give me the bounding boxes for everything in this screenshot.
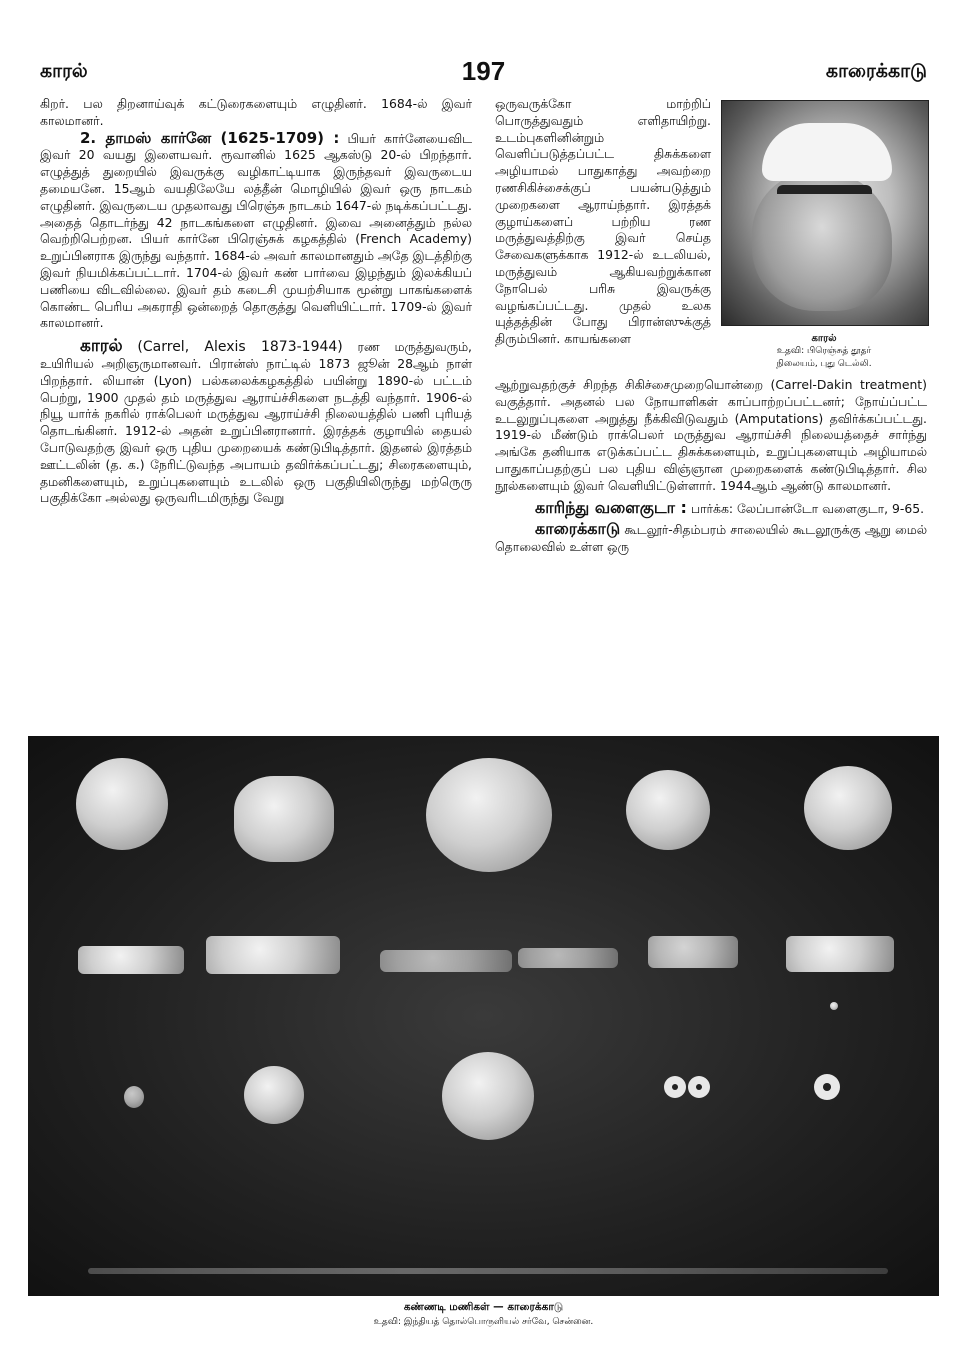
bead bbox=[830, 1002, 838, 1010]
bead bbox=[442, 1052, 534, 1140]
portrait-figure bbox=[721, 100, 927, 371]
bead bbox=[78, 946, 184, 974]
header-left-keyword: காரல் bbox=[40, 60, 88, 82]
bead bbox=[76, 758, 168, 850]
entry-title: 2. தாமஸ் கார்னே (1625-1709) : bbox=[80, 128, 340, 147]
bead bbox=[688, 1076, 710, 1098]
bead-strand bbox=[88, 1268, 888, 1274]
plate-caption bbox=[0, 1300, 967, 1330]
portrait-caption bbox=[721, 332, 927, 371]
portrait-glasses bbox=[777, 185, 872, 218]
entry-body: பியர் கார்னேயைவிட இவர் 20 வயது இளையவர். ரூவானில் 1625 ஆகஸ்டு 20-ல் பிறந்தார். எழுத்துத் துறையில் இவருக்கு வழிகாட்டியாக இருந்தவர் இவருடைய தமையனே. 15ஆம் வயதிலேயே லத்தீன் மொழியில் இவர் ஒரு நாடகம் எழுதினர். இவருடைய முதலாவது பிரெஞ்சு நாடகம் 1647-ல் நடிக்கப்பட்டது. அதைத் தொடர்ந்து 42 நாடகங்களை எழுதினர். இவை அனைத்தும் நல்ல வெற்றிபெற்றன. பியர் கார்னே பிரெஞ்சுக் கழகத்தில் (French Academy) உறுப்பினராக இருந்து வந்தார். 1684-ல் அவர் காலமானதும் அதே இடத்திற்கு இவர் நியமிக்கப்பட்டார். 1704-ல் இவர் கண் பார்வை இழந்தும் இலக்கியப் பணியை விடவில்லை. இவர் தம் கடைசி முயற்சியாக மூன்று பாகங்களைக் கொண்ட பெரிய அகராதி ஒன்றைத் தொகுத்து வெளியிட்டார். 1709-ல் இவர் காலமானர். bbox=[40, 130, 472, 331]
entry-body: ரண மருத்துவரும், உயிரியல் அறிஞருமானவர். பிரான்ஸ் நாட்டில் 1873 ஜூன் 28ஆம் நாள் பிறந்தார். லியான் (Lyon) பல்கலைக்கழகத்தில் பயின்று 1890-ல் பட்டம் பெற்று, 1900 முதல் தம் மருத்துவ ஆராய்ச்சிகளை நடத்தி வந்தார். 1906-ல் நியூ யார்க் நகரில் ராக்பெலர் மருத்துவ ஆராய்ச்சி நிலையத்தில் பணி புரியத் தொடங்கினர். 1912-ல் அதன் உறுப்பினரானார். இரத்தக் குழாயில் தையல் போடுவதற்கு இவர் ஒரு புதிய முறையைக் கண்டுபிடித்தார். இதனல் இரத்தம் ஊட்டலின் (த. க.) நேரிட்டுவந்த அபாயம் தவிர்க்கப்பட்டது; சிரைகளையும், தமனிகளையும், உறுப்புகளையும் உடலில் ஒரு பகுதியிலிருந்து மற்ருெரு பகுதிக்கோ அல்லது ஒருவரிடமிருந்து வேறு bbox=[40, 339, 472, 506]
bead bbox=[814, 1074, 840, 1100]
left-column bbox=[40, 96, 472, 507]
portrait-caption-credit-2: நிலையம், புது டெல்லி. bbox=[776, 359, 872, 369]
continued-paragraph-b: ஆற்றுவதற்குச் சிறந்த சிகிச்சைமுறையொன்றை (Carrel-Dakin treatment) வகுத்தார். அதனல் பல நோயாளிகள் காப்பாற்றப்பட்டனர்; நோய்ப்பட்ட உடலுறுப்புகளை அறுத்து நீக்கிவிடுவதும் (Amputations) தவிர்க்கப்பட்டது. 1919-ல் மீண்டும் ராக்பெலர் மருத்துவ ஆராய்ச்சி நிலையத்தைச் சார்ந்து அங்கே தனியாக எடுக்கப்பட்ட திசுக்களையும், உறுப்புகளையும் அழியாமல் பாதுகாப்பதற்குப் பல புதிய விஞ்ஞான முறைகளைக் கண்டுபிடித்தார். சில நூல்களையும் இவர் வெளியிட்டுள்ளார். 1944ஆம் ஆண்டு காலமானர். bbox=[495, 377, 927, 493]
bead bbox=[244, 1066, 304, 1124]
entry-body: கூடலூர்-சிதம்பரம் சாலையில் கூடலூருக்கு ஆறு மைல் தொலைவில் உள்ள ஒரு bbox=[495, 522, 927, 555]
bead bbox=[648, 936, 738, 968]
bead bbox=[786, 936, 894, 972]
bead bbox=[804, 766, 892, 850]
bead bbox=[664, 1076, 686, 1098]
entry-karaikadu bbox=[495, 521, 927, 556]
entry-thomas-corneille bbox=[40, 130, 472, 333]
entry-title: காரல் bbox=[80, 336, 123, 357]
bead bbox=[626, 770, 710, 850]
plate-caption-credit: உதவி: இந்தியத் தொல்பொருளியல் சர்வே, சென்னை. bbox=[373, 1317, 594, 1327]
entry-carrel bbox=[40, 338, 472, 507]
continued-paragraph-a: ஒருவருக்கோ மாற்றிப் பொருத்துவதும் எளிதாயிற்று. உடம்புகளினின்றும் வெளிப்படுத்தப்பட்ட திசுக்களை அழியாமல் பாதுகாத்து அவற்றை ரணசிகிச்சைக்குப் பயன்படுத்தும் முறைகளை ஆராய்ந்தார். இரத்தக் குழாய்களைப் பற்றிய ரண மருத்துவத்திற்கு இவர் செய்த சேவைகளுக்காக 1912-ல் உடலியல், மருத்துவம் ஆகியவற்றுக்கான நோபெல் பரிசு இவருக்கு வழங்கப்பட்டது. முதல் உலக யுத்தத்தின் போது பிரான்ஸுக்குத் திரும்பினர். காயங்களை bbox=[495, 96, 711, 347]
portrait-caption-title: காரல் bbox=[811, 333, 837, 344]
entry-carinthian-gulf bbox=[495, 497, 927, 518]
bead bbox=[518, 948, 618, 968]
entry-title: காரைக்காடு bbox=[535, 519, 621, 539]
portrait-caption-credit-1: உதவி: பிரெஞ்சுத் தூதர் bbox=[776, 346, 872, 356]
bead bbox=[380, 950, 512, 972]
continued-paragraph: கிறர். பல திறனாய்வுக் கட்டுரைகளையும் எழுதினர். 1684-ல் இவர் காலமானர். bbox=[40, 96, 472, 128]
bead bbox=[234, 776, 334, 862]
page-number: 197 bbox=[461, 56, 506, 86]
bead bbox=[426, 758, 552, 872]
entry-title-detail: (Carrel, Alexis 1873-1944) bbox=[137, 339, 343, 356]
portrait-photo bbox=[721, 100, 929, 326]
right-column bbox=[495, 96, 927, 556]
entry-title: காரிந்து வளைகுடா : bbox=[535, 497, 687, 517]
plate-caption-title: கண்ணடி மணிகள் — காரைக்காடு bbox=[403, 1301, 564, 1313]
portrait-cap bbox=[762, 123, 892, 181]
page-header bbox=[40, 56, 927, 88]
entry-body: பார்க்க: லேப்பான்டோ வளைகுடா, 9-65. bbox=[690, 500, 925, 516]
bead bbox=[124, 1086, 144, 1108]
header-right-keyword: காரைக்காடு bbox=[825, 60, 927, 82]
bead bbox=[206, 936, 340, 974]
glass-beads-photo bbox=[28, 736, 939, 1296]
